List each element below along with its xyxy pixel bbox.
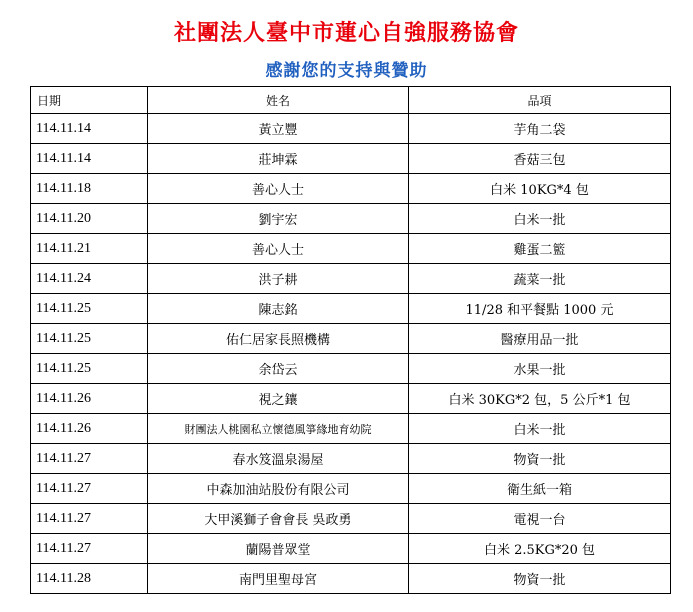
cell-date: 114.11.28 — [31, 564, 148, 594]
cell-date: 114.11.21 — [31, 234, 148, 264]
page-subtitle: 感謝您的支持與贊助 — [265, 61, 428, 81]
cell-date: 114.11.24 — [31, 264, 148, 294]
table-row — [31, 234, 671, 264]
cell-date: 114.11.25 — [31, 324, 148, 354]
cell-item: 物資一批 — [409, 444, 671, 474]
table-row — [31, 324, 671, 354]
cell-item: 11/28 和平餐點 1000 元 — [409, 294, 671, 324]
cell-item: 蔬菜一批 — [409, 264, 671, 294]
cell-date: 114.11.26 — [31, 384, 148, 414]
cell-name: 佑仁居家長照機構 — [148, 324, 409, 354]
cell-item: 衛生紙一箱 — [409, 474, 671, 504]
cell-date: 114.11.14 — [31, 144, 148, 174]
table-header-row — [31, 87, 671, 114]
cell-date: 114.11.25 — [31, 294, 148, 324]
table-row — [31, 444, 671, 474]
cell-date: 114.11.14 — [31, 114, 148, 144]
column-header-date: 日期 — [31, 87, 148, 114]
cell-item: 水果一批 — [409, 354, 671, 384]
cell-item: 電視一台 — [409, 504, 671, 534]
table-row — [31, 474, 671, 504]
cell-item: 香菇三包 — [409, 144, 671, 174]
table-row — [31, 414, 671, 444]
cell-item: 芋角二袋 — [409, 114, 671, 144]
cell-name: 劉宇宏 — [148, 204, 409, 234]
table-row — [31, 354, 671, 384]
cell-name: 視之鑲 — [148, 384, 409, 414]
cell-date: 114.11.20 — [31, 204, 148, 234]
cell-name: 南門里聖母宮 — [148, 564, 409, 594]
cell-name: 善心人士 — [148, 174, 409, 204]
table-row — [31, 384, 671, 414]
cell-item: 白米 2.5KG*20 包 — [409, 534, 671, 564]
cell-item: 雞蛋二籃 — [409, 234, 671, 264]
table-row — [31, 534, 671, 564]
cell-name: 大甲溪獅子會會長 吳政勇 — [148, 504, 409, 534]
cell-name: 財團法人桃園私立懷德風箏緣地育幼院 — [148, 414, 409, 444]
table-row — [31, 174, 671, 204]
cell-item: 醫療用品一批 — [409, 324, 671, 354]
table-row — [31, 264, 671, 294]
cell-name: 中森加油站股份有限公司 — [148, 474, 409, 504]
table-row — [31, 144, 671, 174]
cell-date: 114.11.25 — [31, 354, 148, 384]
cell-name: 蘭陽普眾堂 — [148, 534, 409, 564]
cell-date: 114.11.27 — [31, 444, 148, 474]
cell-name: 余岱云 — [148, 354, 409, 384]
page-title: 社團法人臺中市蓮心自強服務協會 — [173, 20, 519, 46]
cell-name: 春水笈溫泉湯屋 — [148, 444, 409, 474]
column-header-name: 姓名 — [148, 87, 409, 114]
cell-item: 白米 10KG*4 包 — [409, 174, 671, 204]
cell-name: 陳志銘 — [148, 294, 409, 324]
cell-item: 白米 30KG*2 包，5 公斤*1 包 — [409, 384, 671, 414]
table-body — [31, 114, 671, 594]
column-header-item: 品項 — [409, 87, 671, 114]
cell-item: 白米一批 — [409, 204, 671, 234]
table-row — [31, 204, 671, 234]
cell-date: 114.11.27 — [31, 534, 148, 564]
table-row — [31, 504, 671, 534]
table-row — [31, 294, 671, 324]
cell-date: 114.11.27 — [31, 504, 148, 534]
cell-item: 物資一批 — [409, 564, 671, 594]
table-row — [31, 114, 671, 144]
cell-date: 114.11.27 — [31, 474, 148, 504]
cell-name: 洪子耕 — [148, 264, 409, 294]
cell-name: 莊坤霖 — [148, 144, 409, 174]
cell-date: 114.11.26 — [31, 414, 148, 444]
cell-name: 黃立豐 — [148, 114, 409, 144]
donation-table — [30, 86, 671, 594]
cell-name: 善心人士 — [148, 234, 409, 264]
cell-date: 114.11.18 — [31, 174, 148, 204]
cell-item: 白米一批 — [409, 414, 671, 444]
table-row — [31, 564, 671, 594]
